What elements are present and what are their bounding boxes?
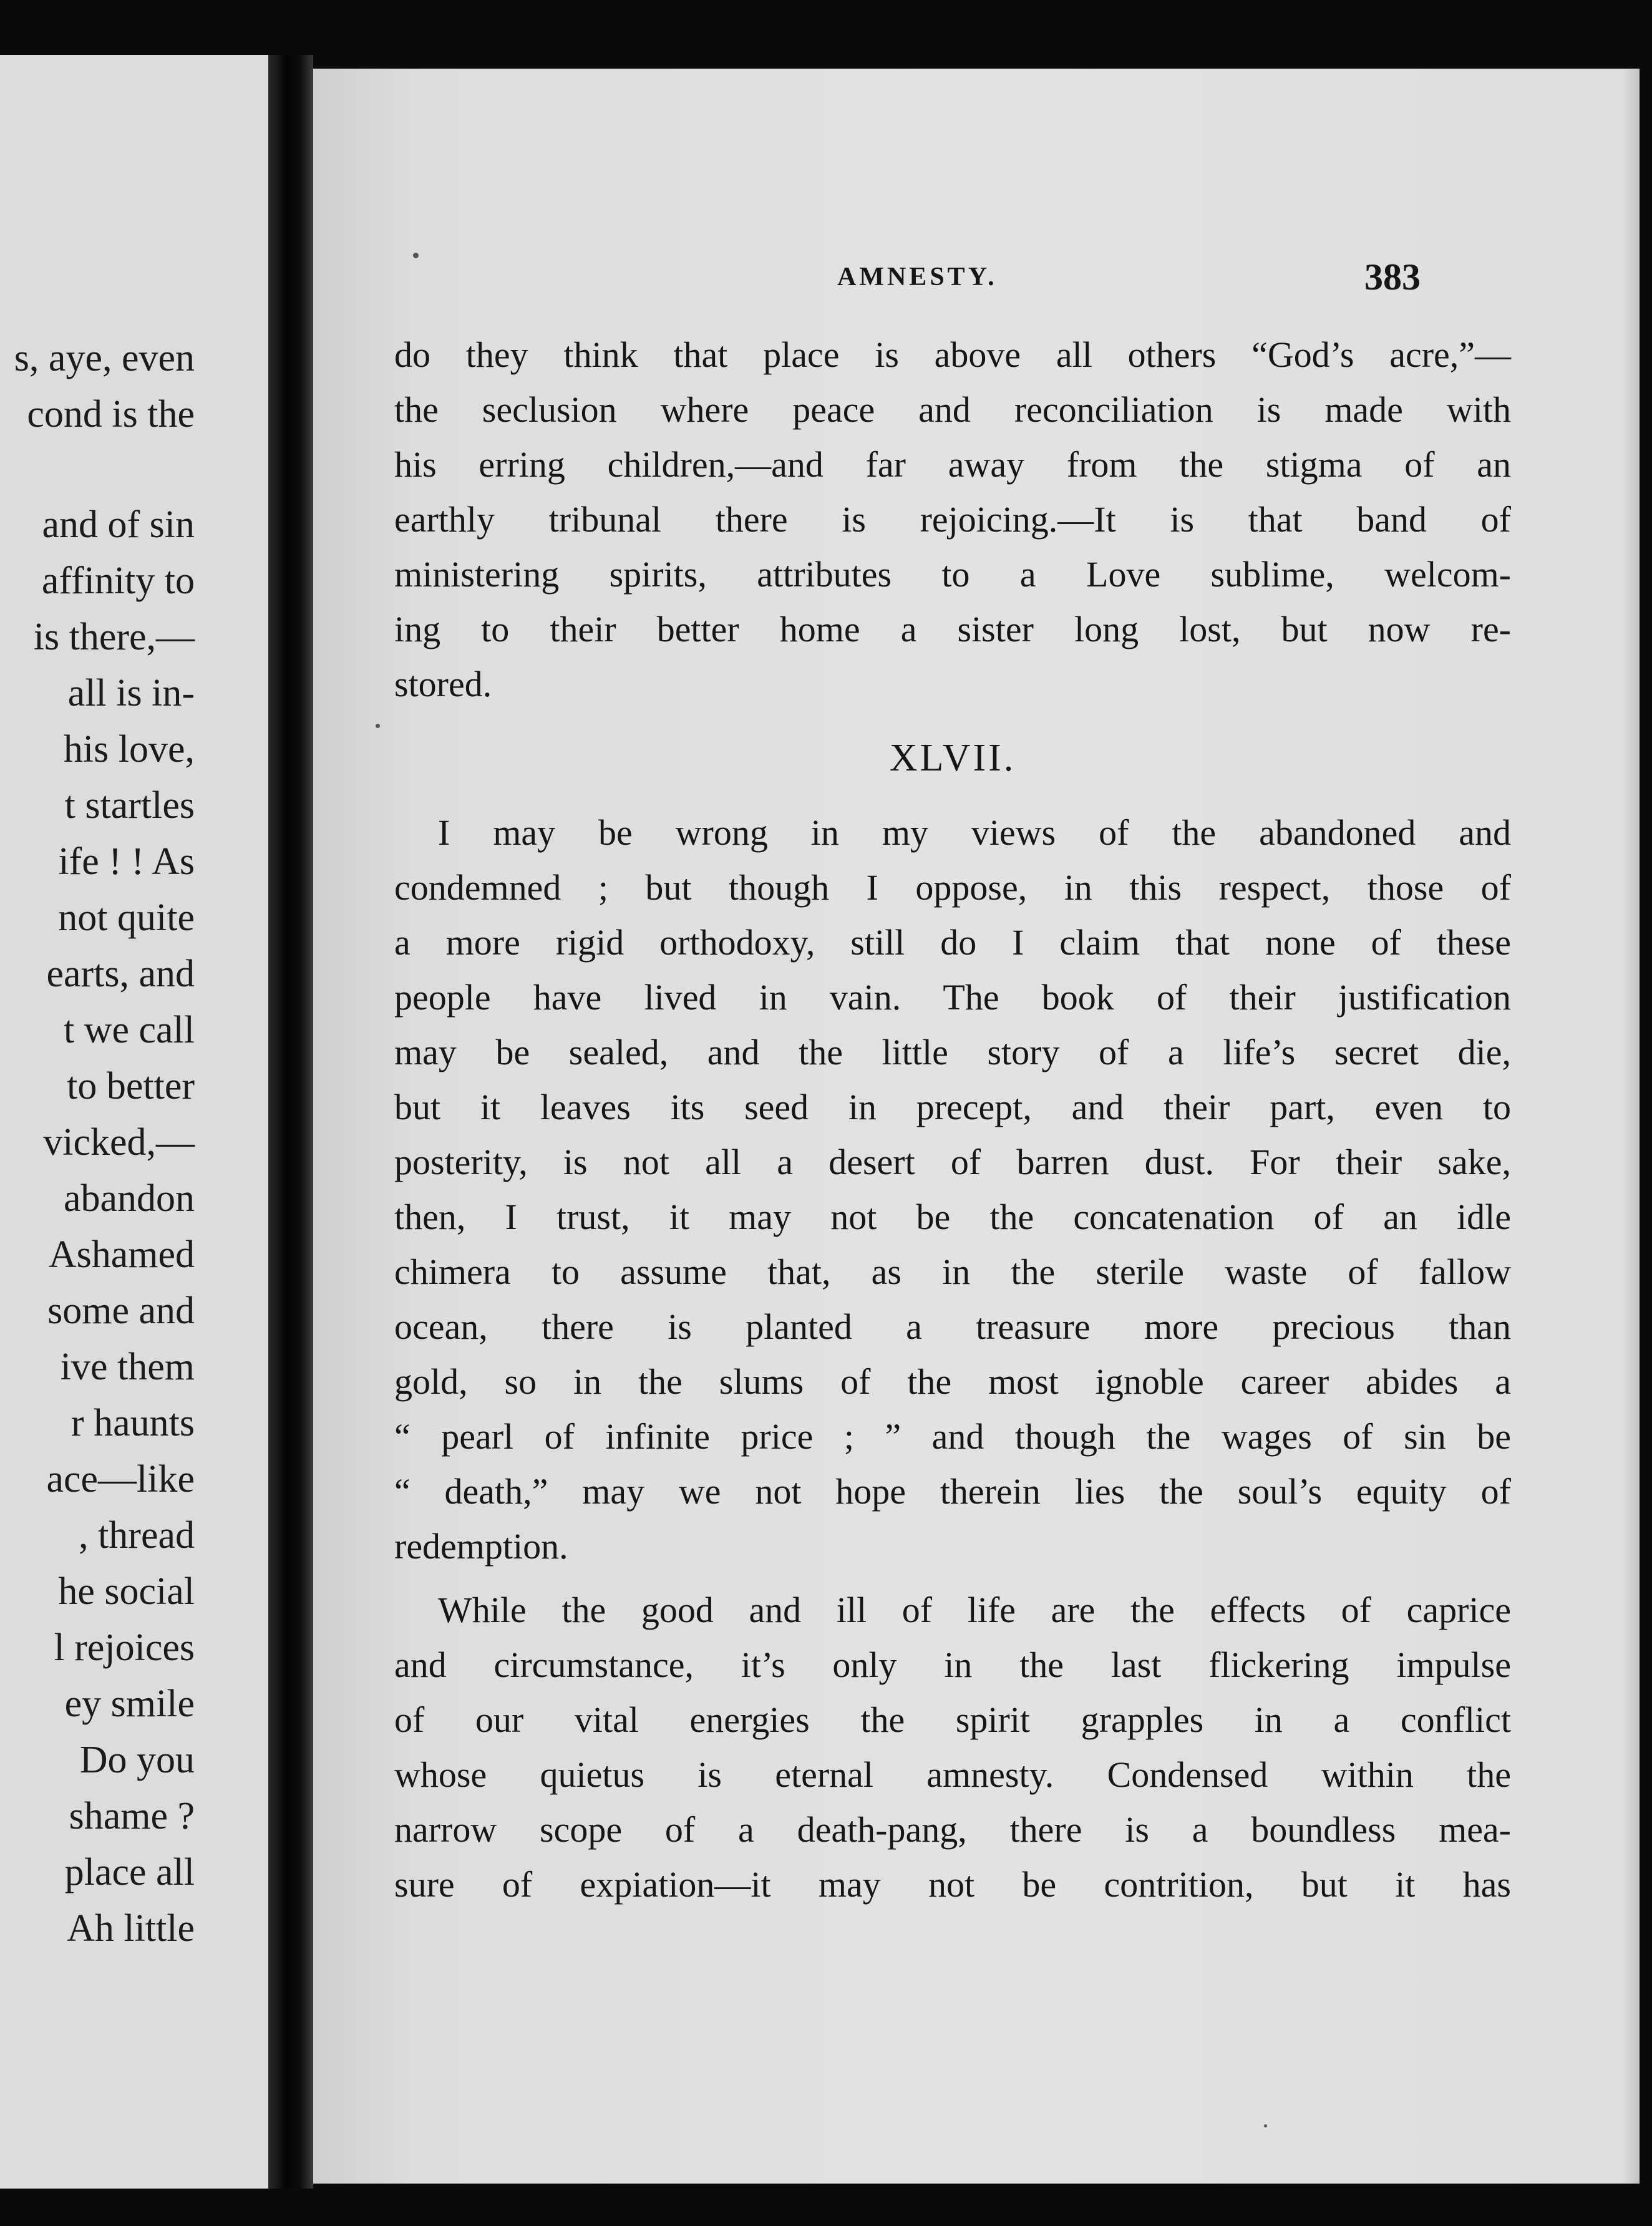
left-page-line: Ah little [67,1907,195,1950]
left-page-line: ace—like [46,1458,195,1500]
text-line: a more rigid orthodoxy, still do I claim that none of these [394,922,1511,963]
text-line: “ death,” may we not hope therein lies the soul’s equity of [394,1471,1511,1512]
text-line: ministering spirits, attributes to a Love sublime, welcom- [394,554,1511,595]
left-page-line: some and [47,1290,195,1332]
left-page-line: shame ? [69,1795,195,1837]
text-line: ocean, there is planted a treasure more precious than [394,1306,1511,1347]
main-page [313,69,1640,2184]
page-number: 383 [1364,256,1421,298]
print-speck [376,724,380,728]
text-line: may be sealed, and the little story of a life’s secret die, [394,1032,1511,1072]
left-page-line: he social [58,1570,195,1613]
left-page-line: not quite [58,897,195,939]
left-page-line: t we call [63,1009,195,1051]
left-page-line: l rejoices [54,1626,195,1669]
book-gutter [268,55,313,2189]
left-page-line: and of sin [42,503,195,546]
text-line: whose quietus is eternal amnesty. Condensed within the [394,1754,1511,1795]
text-line: redemption. [394,1526,568,1567]
left-page-line: vicked,— [43,1121,195,1164]
left-page-line: ey smile [64,1683,195,1725]
text-line: of our vital energies the spirit grapples in a conflict [394,1699,1511,1740]
text-line: condemned ; but though I oppose, in this respect, those of [394,867,1511,908]
text-line: his erring children,—and far away from the stigma of an [394,444,1511,485]
left-page-line: Ashamed [48,1233,195,1276]
left-page-line: ife ! ! As [58,840,195,883]
left-page-line: all is in- [67,672,195,714]
left-page-line: t startles [64,784,195,827]
left-page-line: abandon [63,1177,195,1220]
left-page-line: to better [67,1065,195,1107]
paragraph-gap [394,1574,1511,1583]
text-line: narrow scope of a death-pang, there is a boundless mea- [394,1809,1511,1850]
text-line: While the good and ill of life are the effects of caprice [438,1590,1511,1630]
text-line: stored. [394,664,492,704]
text-line: earthly tribunal there is rejoicing.—It is that band of [394,499,1511,540]
left-page-line: earts, and [46,953,195,995]
left-page-line: Do you [79,1739,195,1781]
text-line: the seclusion where peace and reconciliation is made with [394,389,1511,430]
text-line: “ pearl of infinite price ; ” and though the wages of sin be [394,1416,1511,1457]
text-line: and circumstance, it’s only in the last flickering impulse [394,1645,1511,1685]
left-page-line: place all [64,1851,195,1893]
text-line: posterity, is not all a desert of barren dust. For their sake, [394,1142,1511,1182]
running-head [313,256,1640,298]
text-line: sure of expiation—it may not be contrition, but it has [394,1864,1511,1905]
left-page-line: , thread [79,1514,195,1557]
section-heading: XLVII. [889,737,1016,779]
text-line: then, I trust, it may not be the concatenation of an idle [394,1197,1511,1237]
text-line: do they think that place is above all others “God’s acre,”— [394,334,1511,375]
left-page-line: r haunts [70,1402,195,1444]
left-page-line: his love, [63,728,195,770]
left-page-line: cond is the [27,393,195,435]
print-speck [1264,2124,1267,2127]
left-page-line: ive them [60,1346,195,1388]
left-page-line: s, aye, even [14,337,195,379]
text-line: I may be wrong in my views of the abandoned and [438,812,1511,853]
text-line: chimera to assume that, as in the sterile waste of fallow [394,1252,1511,1292]
running-title: AMNESTY. [837,263,998,291]
left-page-line: affinity to [41,560,195,602]
body-text [394,328,1511,1912]
text-line: but it leaves its seed in precept, and their part, even to [394,1087,1511,1127]
left-page-line: is there,— [33,616,195,658]
left-facing-page [0,55,268,2189]
text-line: gold, so in the slums of the most ignoble career abides a [394,1361,1511,1402]
text-line: people have lived in vain. The book of their justification [394,977,1511,1018]
text-line: ing to their better home a sister long lost, but now re- [394,609,1511,649]
